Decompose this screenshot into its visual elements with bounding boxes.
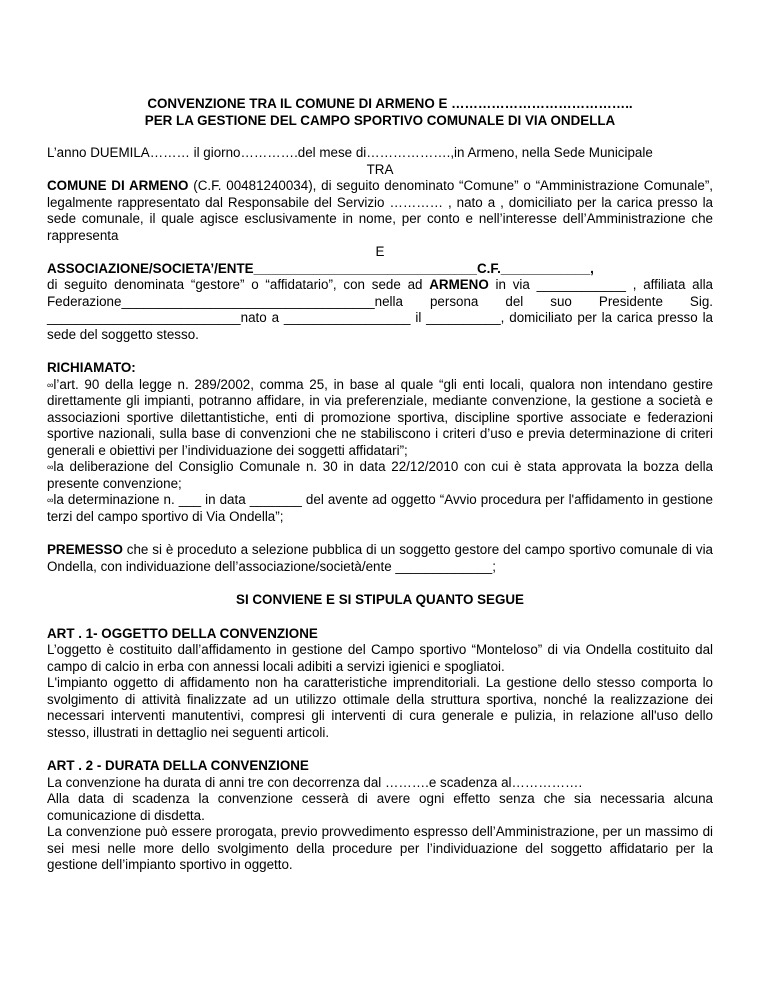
bullet-icon: ∞: [47, 379, 54, 390]
associazione-city: ARMENO: [429, 277, 489, 292]
richiamato-item-2: [47, 459, 713, 492]
intro-paragraph: L’anno DUEMILA……… il giorno………….del mese di……………….,in Armeno, nella Sede Municipale: [47, 145, 653, 160]
comune-text: (C.F. 00481240034), di seguito denominato “Comune” o “Amministrazione Comunale”, legalmente rappresentato dal Responsabile del Servizio ………… , nato a , domiciliato per la carica presso la sede comunale, il quale agisce esclusivamente in nome, per conto e nell’interesse dell’Amministrazione che rappresenta: [47, 178, 713, 243]
comune-paragraph: [47, 178, 713, 244]
associazione-heading: ASSOCIAZIONE/SOCIETA’/ENTE______________________________C.F.____________,: [47, 260, 594, 276]
richiamato-item-3: [47, 492, 713, 525]
premesso-text: che si è proceduto a selezione pubblica di un soggetto gestore del campo sportivo comunale di via Ondella, con individuazione dell’associazione/società/ente _____________;: [47, 542, 713, 574]
associazione-text-a: di seguito denominata “gestore” o “affidatario”, con sede ad: [47, 277, 430, 292]
premesso-paragraph: [47, 542, 713, 575]
associazione-text-b: in via ____________ , affiliata alla Federazione__________________________________nella persona del suo Presidente Sig. __________________________nato a _________________ il __________, domiciliato per la carica presso la sede del soggetto stesso.: [47, 277, 713, 342]
associazione-paragraph: [47, 277, 713, 343]
richiamato-item-1: [47, 377, 713, 460]
art2-heading: ART . 2 - DURATA DELLA CONVENZIONE: [47, 758, 309, 773]
art1-paragraph-2: L'impianto oggetto di affidamento non ha caratteristiche imprenditoriali. La gestione dello stesso comporta lo svolgimento di attività finalizzate ad un utilizzo ottimale della struttura sportiva, nonché la realizzazione dei necessari interventi manutentivi, compresi gli interventi di cura generale e pulizia, in relazione all'uso dello stesso, illustrati in dettaglio nei seguenti articoli.: [47, 675, 713, 740]
document-title: [47, 96, 713, 129]
bullet-icon: ∞: [47, 495, 54, 505]
conviene-heading: SI CONVIENE E SI STIPULA QUANTO SEGUE: [236, 592, 524, 607]
bullet-icon: ∞: [47, 462, 54, 472]
comune-name: COMUNE DI ARMENO: [47, 178, 189, 193]
richiamato-item-1-text: l’art. 90 della legge n. 289/2002, comma 25, in base al quale “gli enti locali, qualora non intendano gestire direttamente gli impianti, potranno affidare, in via preferenziale, mediante convenzione, la gestione a società e associazioni sportive dilettantistiche, enti di promozione sportiva, discipline sportive associate e federazioni sportive nazionali, sulla base di convenzioni che ne stabiliscono i criteri d’uso e previa determinazione di criteri generali e obiettivi per l’individuazione dei soggetti affidatari”;: [47, 376, 713, 458]
tra-label: TRA: [366, 161, 394, 177]
art1-paragraph-1: L’oggetto è costituito dall’affidamento in gestione del Campo sportivo “Monteloso” di via Ondella costituito dal campo di calcio in erba con annessi locali adibiti a servizi igienici e spogliatoi.: [47, 642, 713, 674]
premesso-label: PREMESSO: [47, 542, 123, 557]
title-line-1: CONVENZIONE TRA IL COMUNE DI ARMENO E …………………………………..: [147, 96, 633, 111]
richiamato-heading: RICHIAMATO:: [47, 360, 136, 375]
art2-paragraph-2: Alla data di scadenza la convenzione cesserà di avere ogni effetto senza che sia necessaria alcuna comunicazione di disdetta.: [47, 791, 713, 823]
title-line-2: PER LA GESTIONE DEL CAMPO SPORTIVO COMUNALE DI VIA ONDELLA: [144, 112, 616, 128]
e-label: E: [375, 244, 385, 259]
art2-paragraph-1: La convenzione ha durata di anni tre con decorrenza dal ……….e scadenza al…………….: [47, 774, 583, 790]
art2-paragraph-3: La convenzione può essere prorogata, previo provvedimento espresso dell’Amministrazione, per un massimo di sei mesi nelle more dello svolgimento della procedure per l’individuazione del soggetto affidatario per la gestione dell’impianto sportivo in oggetto.: [47, 824, 713, 872]
richiamato-item-3-text: la determinazione n. ___ in data _______ del avente ad oggetto “Avvio procedura per l'affidamento in gestione terzi del campo sportivo di Via Ondella”;: [47, 492, 713, 524]
art1-heading: ART . 1- OGGETTO DELLA CONVENZIONE: [47, 625, 318, 641]
richiamato-item-2-text: la deliberazione del Consiglio Comunale n. 30 in data 22/12/2010 con cui è stata approvata la bozza della presente convenzione;: [47, 459, 713, 491]
